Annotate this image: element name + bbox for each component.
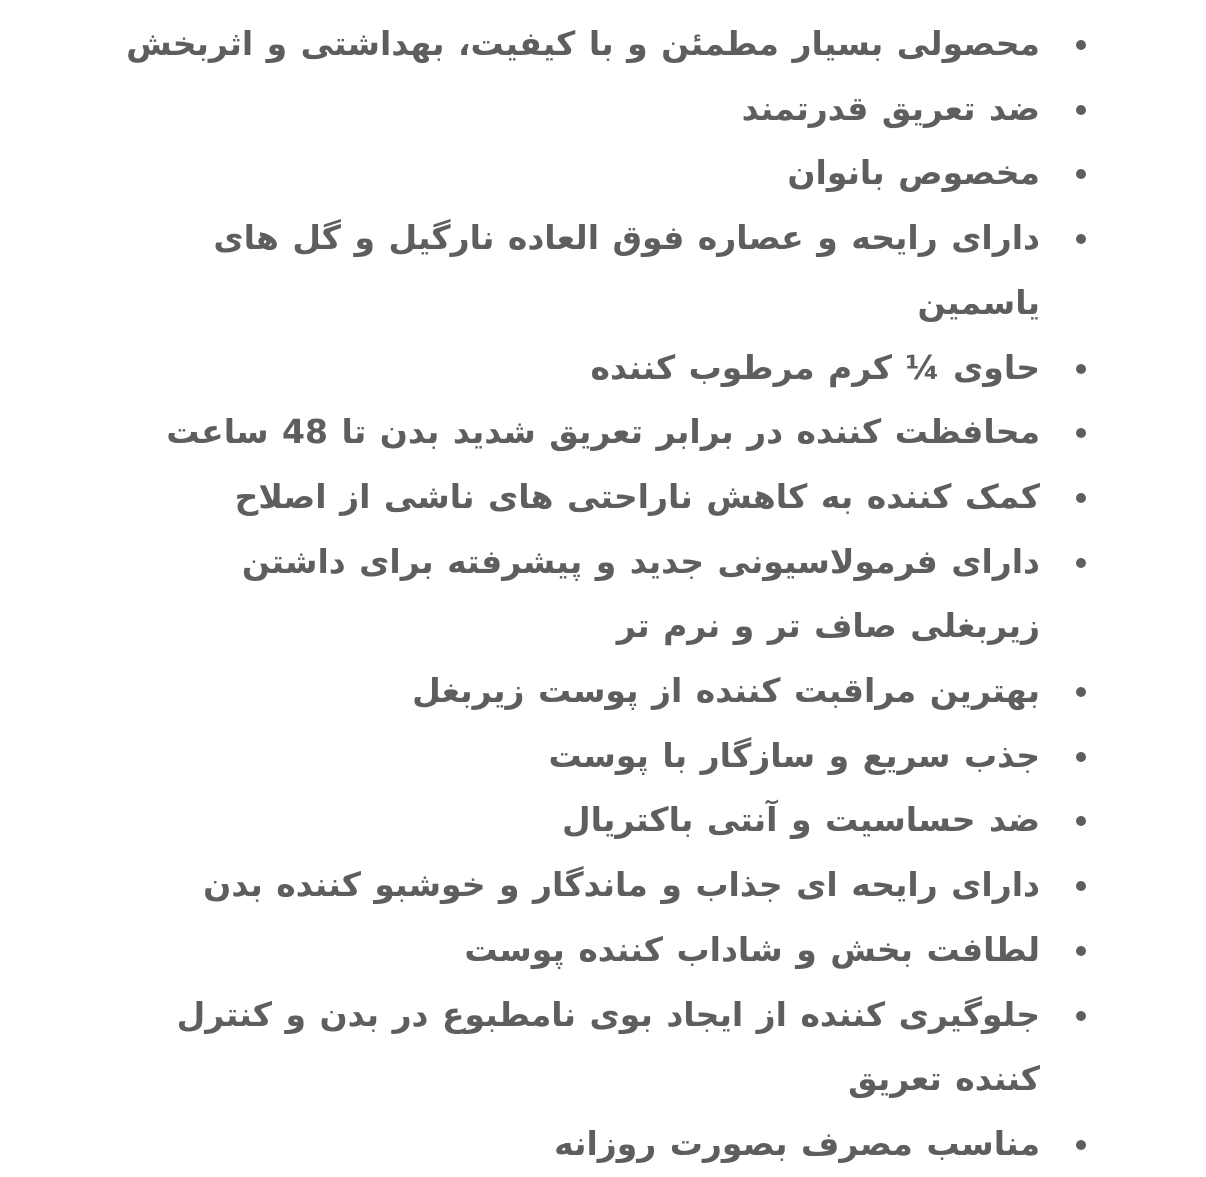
list-item [110, 400, 1206, 465]
bullet-icon [1076, 493, 1086, 503]
list-item-text: دارای رایحه و عصاره فوق العاده نارگیل و گل های یاسمین [213, 218, 1040, 322]
bullet-icon [1076, 752, 1086, 762]
list-item [110, 77, 1206, 142]
list-item-text: دارای فرمولاسیونی جدید و پیشرفته برای داشتن زیربغلی صاف تر و نرم تر [241, 541, 1040, 646]
list-item-text: جلوگیری کننده از ایجاد بوی نامطبوع در بدن و کنترل کننده تعریق [176, 994, 1040, 1099]
list-item-text: محصولی بسیار مطمئن و با کیفیت، بهداشتی و اثربخش [126, 24, 1040, 63]
list-item [110, 530, 1206, 659]
list-item [110, 983, 1206, 1112]
list-item-text: لطافت بخش و شاداب کننده پوست [464, 929, 1040, 969]
list-item-text: کمک کننده به کاهش ناراحتی های ناشی از اصلاح [234, 476, 1040, 516]
list-item [110, 853, 1206, 918]
list-item-text: ضد حساسیت و آنتی باکتریال [562, 800, 1040, 840]
list-item [110, 1112, 1206, 1177]
bullet-icon [1076, 946, 1086, 956]
bullet-icon [1076, 1011, 1086, 1021]
list-item [110, 12, 1206, 77]
bullet-icon [1076, 428, 1086, 438]
list-item-text: دارای رایحه ای جذاب و ماندگار و خوشبو کننده بدن [203, 865, 1040, 905]
bullet-icon [1076, 40, 1086, 50]
bullet-icon [1076, 234, 1086, 244]
list-item-text: مناسب مصرف بصورت روزانه [554, 1123, 1040, 1163]
bullet-icon [1076, 169, 1086, 179]
list-item [110, 206, 1206, 335]
list-item [110, 465, 1206, 530]
list-item-text: بهترین مراقبت کننده از پوست زیربغل [412, 671, 1040, 711]
bullet-icon [1076, 1140, 1086, 1150]
list-item [110, 141, 1206, 206]
list-item-text: جذب سریع و سازگار با پوست [548, 735, 1040, 775]
bullet-icon [1076, 687, 1086, 697]
bullet-icon [1076, 364, 1086, 374]
list-item [110, 336, 1206, 401]
bullet-icon [1076, 816, 1086, 826]
bullet-icon [1076, 558, 1086, 568]
list-item-text: محافظت کننده در برابر تعریق شدید بدن تا 48 ساعت [166, 412, 1040, 452]
list-item [110, 659, 1206, 724]
list-item-text: مخصوص بانوان [787, 153, 1040, 193]
bullet-icon [1076, 881, 1086, 891]
list-item-text: حاوی ¼ کرم مرطوب کننده [590, 347, 1040, 387]
bullet-icon [1076, 105, 1086, 115]
list-item-text: ضد تعریق قدرتمند [741, 88, 1040, 128]
list-item [110, 724, 1206, 789]
list-item [110, 918, 1206, 983]
list-item [110, 788, 1206, 853]
feature-list [0, 12, 1206, 1177]
